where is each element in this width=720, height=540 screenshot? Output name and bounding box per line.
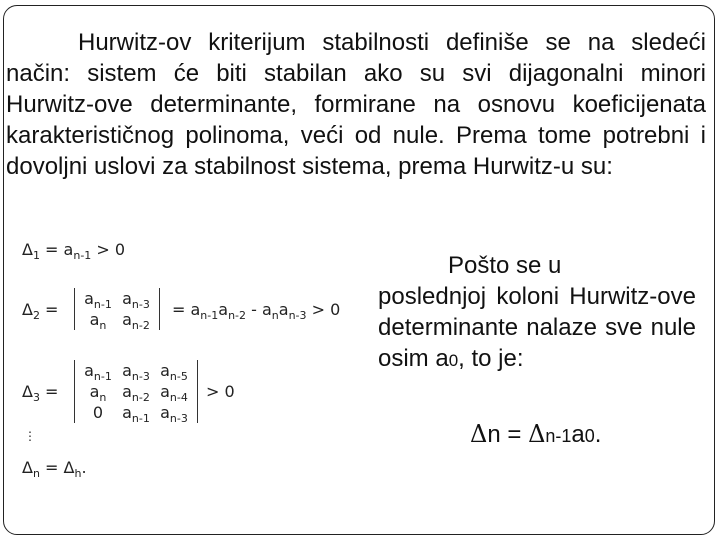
formula-period: . bbox=[594, 421, 602, 448]
deltan-condition bbox=[22, 458, 87, 480]
delta-index: 1 bbox=[32, 249, 40, 262]
period: . bbox=[81, 458, 87, 477]
det-cell: $a_{n-1}$ bbox=[122, 403, 150, 425]
formula-equals: = bbox=[500, 421, 529, 448]
formula-n: n bbox=[487, 421, 501, 448]
equals-a: = a bbox=[39, 240, 74, 259]
det-cell: $a_{n-3}$ bbox=[122, 361, 150, 383]
hurwitz-conditions bbox=[22, 230, 362, 490]
det-cell: $a_{n-4}$ bbox=[160, 382, 188, 404]
delta2-label bbox=[22, 300, 58, 322]
greater-than-zero: > 0 bbox=[91, 240, 126, 259]
det-cell: $a_{n-3}$ bbox=[160, 403, 188, 425]
equals-sign: = bbox=[39, 300, 59, 319]
equals-delta: = Δ bbox=[39, 458, 75, 477]
delta-symbol: Δ bbox=[22, 240, 33, 259]
right-body: poslednjoj koloni Hurwitz-ove determinante nalaze sve nule osim a bbox=[378, 283, 696, 372]
formula-a: a bbox=[571, 421, 585, 448]
det-cell: $a_{n-3}$ bbox=[122, 289, 150, 311]
right-first-line: Pošto se u bbox=[448, 252, 562, 279]
equals-sign: = bbox=[39, 382, 59, 401]
delta-index: n bbox=[32, 467, 40, 480]
det-cell: $a_{n-2}$ bbox=[122, 310, 150, 332]
delta3-rest: > 0 bbox=[206, 382, 235, 401]
det-cell: $a_{n-5}$ bbox=[160, 361, 188, 383]
subscript: n-1 bbox=[73, 249, 92, 262]
right-paragraph bbox=[378, 250, 696, 376]
vertical-dots: ⋮ bbox=[24, 429, 36, 443]
formula-subscript-zero: 0 bbox=[584, 426, 595, 446]
delta3-determinant bbox=[74, 360, 198, 423]
delta-symbol: Δ bbox=[22, 300, 33, 319]
det-cell: $a_{n-1}$ bbox=[84, 361, 112, 383]
det-cell: $a_n$ bbox=[89, 310, 107, 332]
delta2-determinant bbox=[74, 288, 160, 330]
det-cell: 0 bbox=[92, 403, 104, 422]
delta-symbol: Δ bbox=[470, 420, 488, 448]
delta-symbol: Δ bbox=[22, 382, 33, 401]
det-cell: $a_{n-1}$ bbox=[84, 289, 112, 311]
delta-index: 3 bbox=[32, 391, 40, 404]
intro-paragraph: Hurwitz-ov kriterijum stabilnosti definiše se na sledeći način: sistem će biti stabilan ako su svi dijagonalni minori Hurwitz-ove determinante, formirane na osnovu koeficijenata karakterističnog polinoma, veći od nule. Prema tome potrebni i dovoljni uslovi za stabilnost sistema, prema Hurwitz-u su: bbox=[6, 29, 706, 180]
delta-symbol: Δ bbox=[528, 420, 546, 448]
delta2-expansion: = $a_{n-1}a_{n-2} - a_na_{n-3} > 0$ bbox=[172, 300, 341, 322]
delta1-condition bbox=[22, 240, 125, 262]
delta3-label bbox=[22, 382, 58, 404]
delta-index: 2 bbox=[32, 309, 40, 322]
subscript: h bbox=[74, 467, 82, 480]
det-cell: $a_{n-2}$ bbox=[122, 382, 150, 404]
det-cell: $a_n$ bbox=[89, 382, 107, 404]
right-end: , to je: bbox=[458, 345, 524, 372]
final-formula bbox=[470, 420, 601, 449]
delta-symbol: Δ bbox=[22, 458, 33, 477]
right-subscript: 0 bbox=[448, 351, 459, 370]
formula-subscript: n-1 bbox=[545, 426, 572, 446]
